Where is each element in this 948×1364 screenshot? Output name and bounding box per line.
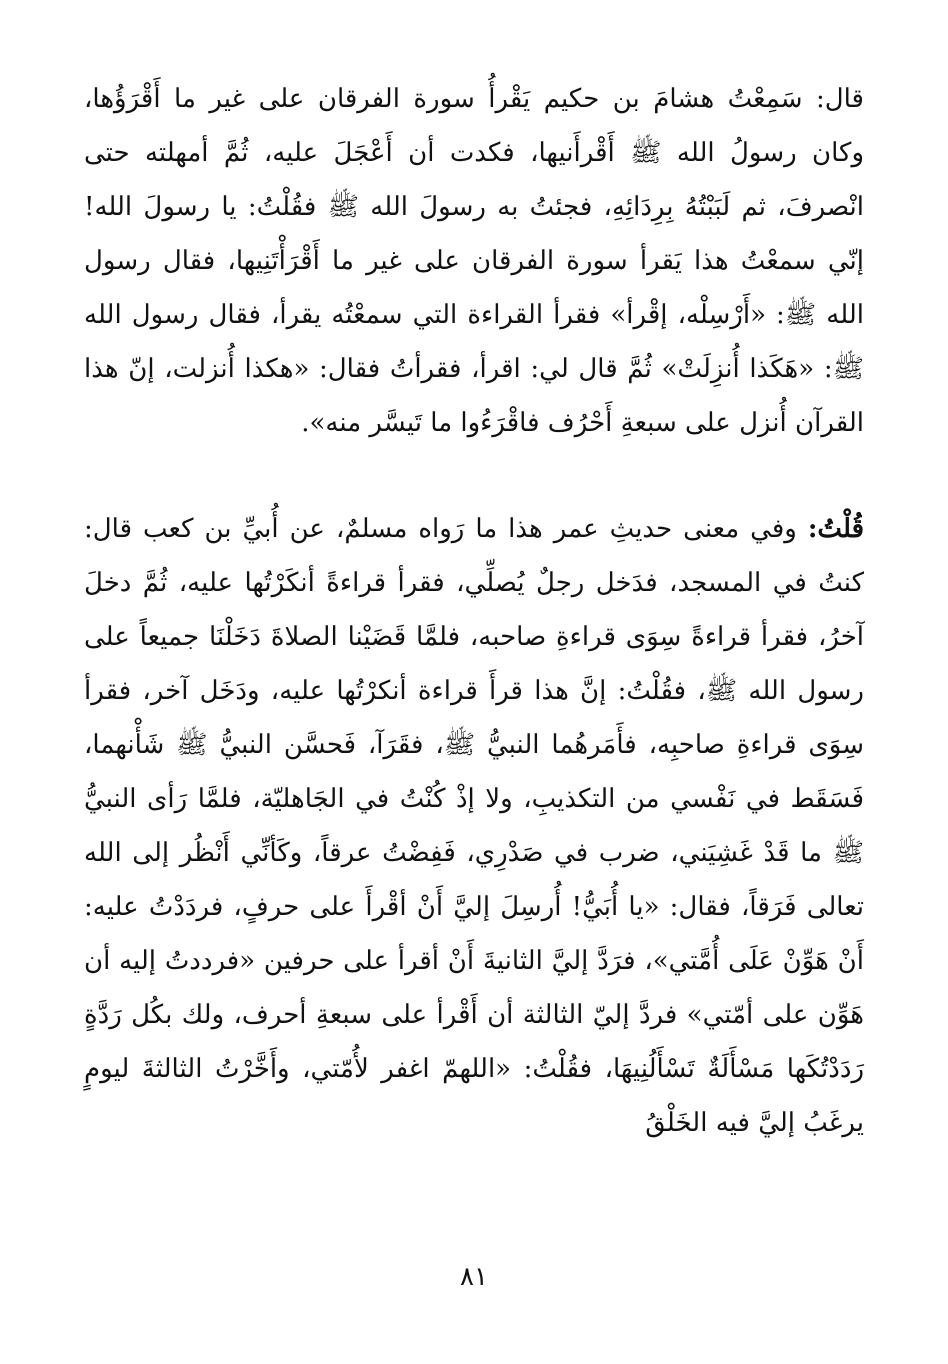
page-number: ٨١ [460,1262,488,1292]
paragraph-commentary-text: وفي معنى حديثِ عمر هذا ما رَواه مسلمٌ، عن أُبيِّ بن كعب قال: كنتُ في المسجد، فدَخل رجلٌ يُصلِّي، فقرأ قراءةً أنكَرْتُها عليه، ثُمَّ دخلَ آخرُ، فقرأ قراءةً سِوَى قراءةِ صاحبه، فلمَّا قَضَيْنا الصلاةَ دَخَلْنَا جميعاً على رسول الله ﷺ، فقُلْتُ: إنَّ هذا قرأَ قراءة أنكرْتُها عليه، ودَخَل آخر، فقرأ سِوَى قراءةِ صاحبِه، فأَمَرهُما النبيُّ ﷺ، فقَرَآ، فَحسَّن النبيُّ ﷺ شَأْنهما، فَسَقَط في نَفْسي من التكذيبِ، ولا إذْ كُنْتُ في الجَاهليّة، فلمَّا رَأى النبيُّ ﷺ ما قَدْ غَشِيَني، ضرب في صَدْرِي، فَفِضْتُ عرقاً، وكَأنِّي أَنْظُر إلى الله تعالى فَرَقاً، فقال: «يا أُبَيُّ! أُرسِلَ إليَّ أَنْ أقْرأَ على حرفٍ، فردَدْتُ عليه: أَنْ هَوِّنْ عَلَى أُمَّتي»، فرَدَّ إليَّ الثانيةَ أَنْ أقرأ على حرفين «فرددتُ إليه أن هَوِّن على أمّتي» فردَّ إليّ الثالثة أن أَقْرأ على سبعةِ أحرف، ولك بكُل رَدَّةٍ رَدَدْتُكَها مَسْأَلَةٌ تَسْأَلُنِيهَا، فقُلْتُ: «اللهمّ اغفر لأُمّتي، وأَخَّرْتُ الثالثةَ ليومٍ يرغَبُ إليَّ فيه الخَلْقُ [84,514,864,1138]
book-page [84,72,864,1364]
paragraph-lead-qultu: قُلْتُ: [807,514,864,544]
paragraph-hadith-hisham: قال: سَمِعْتُ هشامَ بن حكيم يَقْرأُ سورة الفرقان على غير ما أَقْرَؤُها، وكان رسولُ الله ﷺ أَقْرأَنيها، فكدت أن أَعْجَلَ عليه، ثُمَّ أمهلته حتى انْصرفَ، ثم لَبَبْتُهُ بِرِدَائِهِ، فجئتُ به رسولَ الله ﷺ فقُلْتُ: يا رسولَ الله! إنّي سمعْتُ هذا يَقرأ سورة الفرقان على غير ما أَقْرَأْتَنِيها، فقال رسول الله ﷺ: «أَرْسِلْه، إقْرأ» فقرأ القراءة التي سمعْتُه يقرأ، فقال رسول الله ﷺ: «هَكَذا أُنزِلَتْ» ثُمَّ قال لي: اقرأ، فقرأتُ فقال: «هكذا أُنزلت، إنّ هذا القرآن أُنزل على سبعةِ أَحْرُف فاقْرَءُوا ما تَيسَّر منه». [84,84,864,438]
paragraph-commentary [84,502,864,1150]
